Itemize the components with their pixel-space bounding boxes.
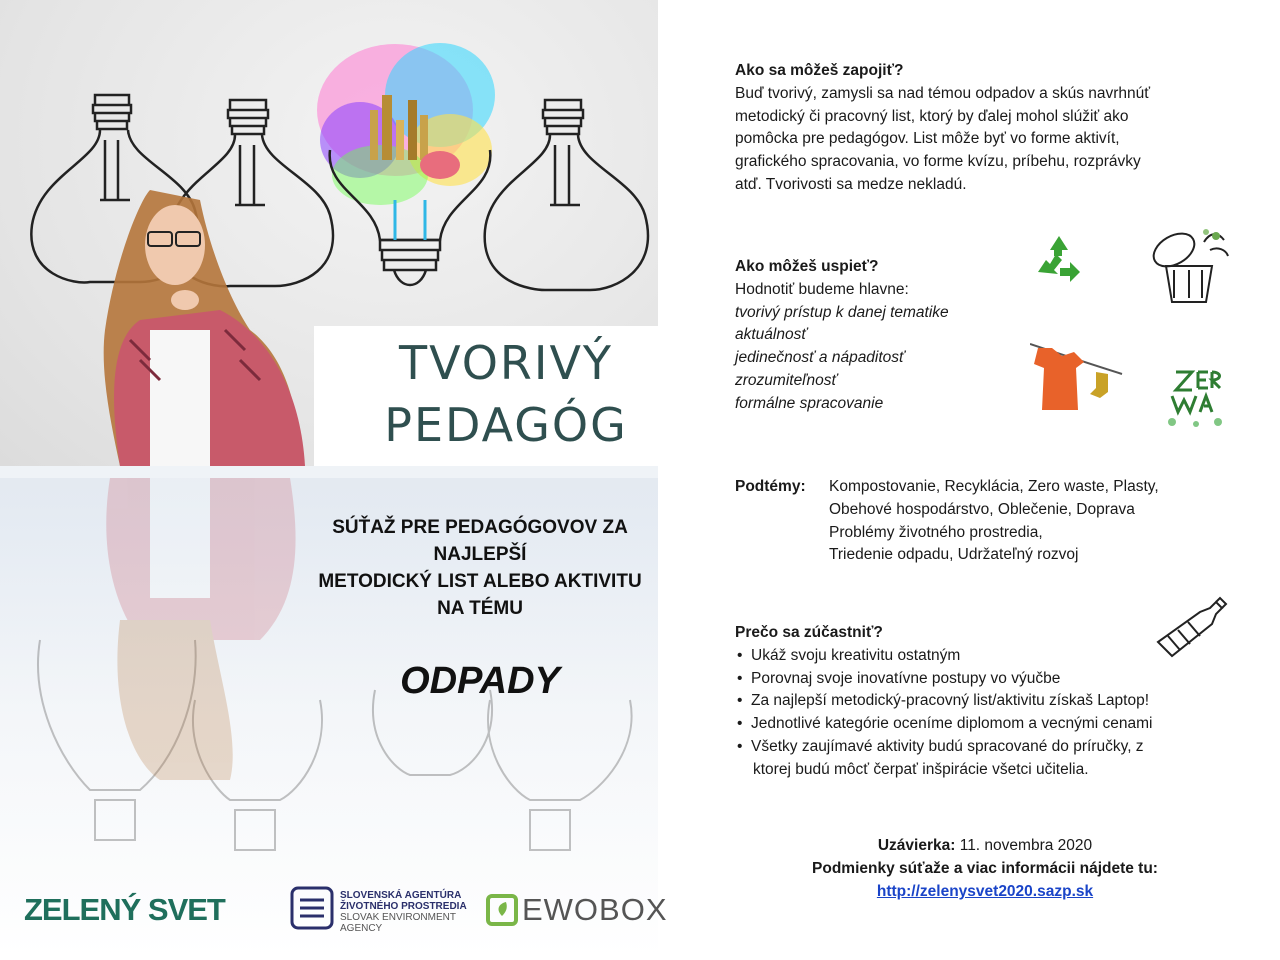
zeleny-svet-logo: ZELENÝ SVET xyxy=(24,892,225,927)
ewobox-logo-icon xyxy=(486,892,520,926)
subtopics-line: Problémy životného prostredia, xyxy=(829,523,1043,541)
zero-waste-icon xyxy=(1158,358,1234,434)
contest-line: NA TÉMU xyxy=(437,598,523,619)
subtopics-section xyxy=(735,476,1255,567)
contest-line: METODICKÝ LIST ALEBO AKTIVITU xyxy=(318,571,642,592)
list-item: • Porovnaj svoje inovatívne postupy vo výučbe xyxy=(735,668,1255,691)
paragraph-line: pomôcka pre pedagógov. List môže byť vo forme aktivít, xyxy=(735,130,1120,148)
deadline-row xyxy=(700,834,1270,857)
clothesline-icon xyxy=(1030,334,1124,414)
paragraph-line: atď. Tvorivosti sa medze nekladú. xyxy=(735,175,967,193)
partner-logos xyxy=(0,880,680,940)
trash-bin-icon xyxy=(1144,222,1234,310)
ewobox-logo-text: EWOBOX xyxy=(522,892,668,927)
footer-info xyxy=(700,834,1270,903)
subtopics-line: Kompostovanie, Recyklácia, Zero waste, Plasty, xyxy=(829,478,1159,495)
section-heading: Ako môžeš uspieť? xyxy=(735,258,879,275)
subtopics-line: Triedenie odpadu, Udržateľný rozvoj xyxy=(829,546,1079,564)
paragraph-line: Buď tvorivý, zamysli sa nad témou odpadov a skús navrhnúť xyxy=(735,84,1151,102)
list-item-continuation: ktorej budú môcť čerpať inšpirácie všetci učitelia. xyxy=(753,760,1089,778)
contest-topic: ODPADY xyxy=(400,660,560,702)
contest-line: SÚŤAŽ PRE PEDAGÓGOVOV ZA xyxy=(332,517,628,538)
deadline-label: Uzávierka: xyxy=(877,837,956,854)
recycle-icon xyxy=(1032,232,1086,286)
criteria-item: formálne spracovanie xyxy=(735,394,884,412)
poster-title xyxy=(314,332,698,456)
list-item: • Všetky zaujímavé aktivity budú spracované do príručky, z xyxy=(735,736,1255,759)
sazp-name-line: AGENCY xyxy=(340,923,383,934)
sazp-name-line: SLOVENSKÁ AGENTÚRA xyxy=(340,890,462,901)
paragraph-line: grafického spracovania, vo forme kvízu, príbehu, rozprávky xyxy=(735,153,1141,171)
title-line-1: TVORIVÝ xyxy=(398,336,614,390)
contest-description xyxy=(300,514,660,622)
section-heading: Ako sa môžeš zapojiť? xyxy=(735,62,904,79)
contest-line: NAJLEPŠÍ xyxy=(433,544,527,565)
info-text: Podmienky súťaže a viac informácii nájdete tu: xyxy=(812,860,1158,877)
criteria-item: zrozumiteľnosť xyxy=(735,371,838,389)
how-to-succeed-section xyxy=(735,256,1025,416)
sazp-name-line: ŽIVOTNÉHO PROSTREDIA xyxy=(340,901,467,912)
criteria-intro: Hodnotiť budeme hlavne: xyxy=(735,280,909,298)
criteria-item: jedinečnosť a nápaditosť xyxy=(735,349,905,367)
paragraph-line: metodický či pracovný list, ktorý by ďalej mohol slúžiť ako xyxy=(735,107,1129,125)
section-heading: Prečo sa zúčastniť? xyxy=(735,624,883,641)
list-item: • Jednotlivé kategórie oceníme diplomom a vecnými cenami xyxy=(735,713,1255,736)
sazp-logo-icon xyxy=(290,886,334,930)
sazp-name-line: SLOVAK ENVIRONMENT xyxy=(340,912,456,923)
why-participate-section xyxy=(735,622,1255,782)
criteria-item: aktuálnosť xyxy=(735,326,807,344)
criteria-item: tvorivý prístup k danej tematike xyxy=(735,303,949,321)
title-line-2: PEDAGÓG xyxy=(384,398,628,452)
deadline-value: 11. novembra 2020 xyxy=(959,837,1093,854)
subtopics-label: Podtémy: xyxy=(735,478,806,495)
list-item: • Ukáž svoju kreativitu ostatným xyxy=(735,645,1255,668)
info-link[interactable]: http://zelenysvet2020.sazp.sk xyxy=(876,883,1094,900)
how-to-join-section xyxy=(735,60,1235,197)
sazp-logo-text xyxy=(340,890,467,934)
list-item: • Za najlepší metodický-pracovný list/aktivitu získaš Laptop! xyxy=(735,690,1255,713)
subtopics-line: Obehové hospodárstvo, Oblečenie, Doprava xyxy=(829,500,1135,518)
